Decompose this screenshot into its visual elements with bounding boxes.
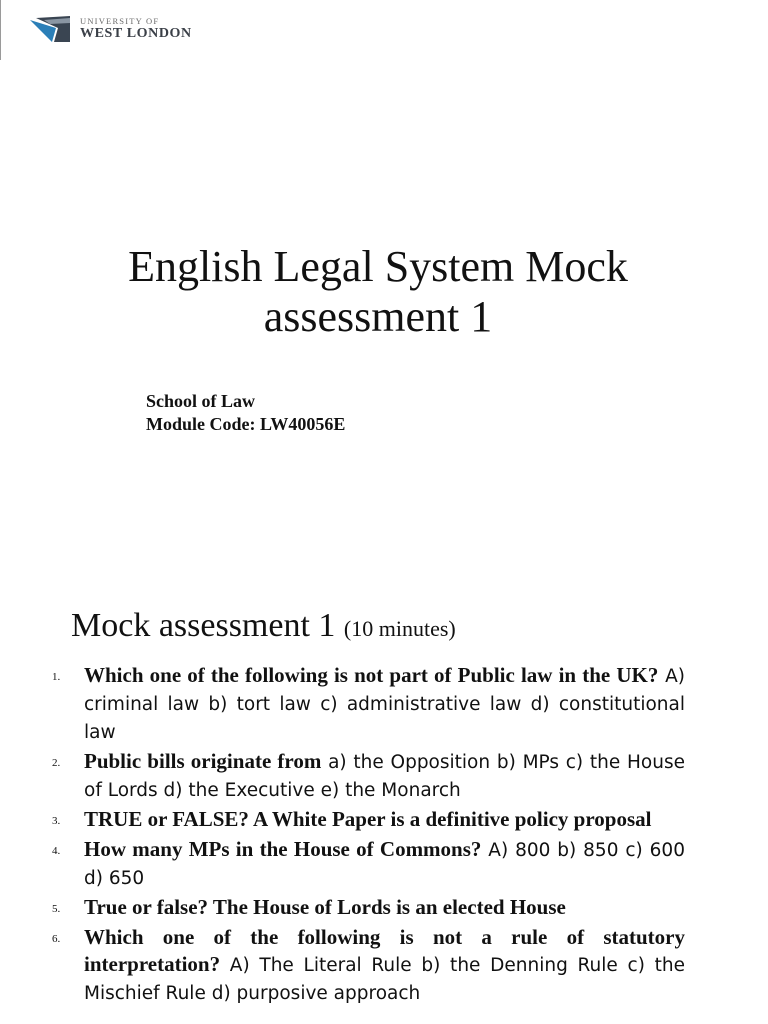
page-title: [40, 242, 716, 342]
question-item: [52, 836, 685, 892]
section-heading: [71, 606, 456, 649]
question-text: [84, 894, 685, 922]
page-edge-divider: [0, 0, 1, 60]
logo-title: WEST LONDON: [80, 25, 192, 41]
question-number: 3.: [52, 815, 61, 827]
question-number: 5.: [52, 903, 61, 915]
section-heading-text: Mock assessment 1: [71, 607, 344, 644]
question-item: [52, 894, 685, 922]
title-line-2: assessment 1: [263, 292, 493, 341]
question-options: A) The Literal Rule b) the Denning Rule c) the Mischief Rule d) purposive approach: [84, 955, 685, 1004]
question-options: a) the Opposition b) MPs c) the House of Lords d) the Executive e) the Monarch: [84, 752, 685, 801]
question-number: 1.: [52, 671, 61, 683]
title-line-1: English Legal System Mock: [128, 242, 628, 291]
logo-subtitle: UNIVERSITY OF: [80, 16, 160, 27]
question-stem: True or false? The House of Lords is an elected House: [84, 895, 566, 919]
question-number: 2.: [52, 757, 61, 769]
question-text: [84, 748, 685, 804]
question-item: [52, 662, 685, 746]
module-code: Module Code: LW40056E: [146, 414, 346, 434]
question-text: [84, 836, 685, 892]
question-stem: Which one of the following is not a rule of statutory interpretation?: [84, 925, 685, 976]
question-options: A) criminal law b) tort law c) administrative law d) constitutional law: [84, 666, 685, 743]
wing-logo-icon: [30, 14, 72, 44]
question-stem: Which one of the following is not part of Public law in the UK?: [84, 663, 659, 687]
question-stem: How many MPs in the House of Commons?: [84, 837, 482, 861]
course-info: [146, 390, 345, 436]
question-text: [84, 662, 685, 746]
question-item: [52, 806, 685, 834]
section-duration: (10 minutes): [343, 616, 456, 641]
question-item: [52, 924, 685, 1007]
question-options: A) 800 b) 850 c) 600 d) 650: [84, 840, 685, 889]
question-stem: TRUE or FALSE? A White Paper is a definitive policy proposal: [84, 807, 652, 831]
question-number: 4.: [52, 845, 61, 857]
question-item: [52, 748, 685, 804]
question-stem: Public bills originate from: [84, 749, 322, 773]
question-text: [84, 924, 685, 1007]
university-logo: [30, 14, 192, 44]
school-name: School of Law: [146, 391, 256, 411]
question-list: [52, 662, 685, 1009]
question-text: [84, 806, 685, 834]
question-number: 6.: [52, 933, 61, 945]
